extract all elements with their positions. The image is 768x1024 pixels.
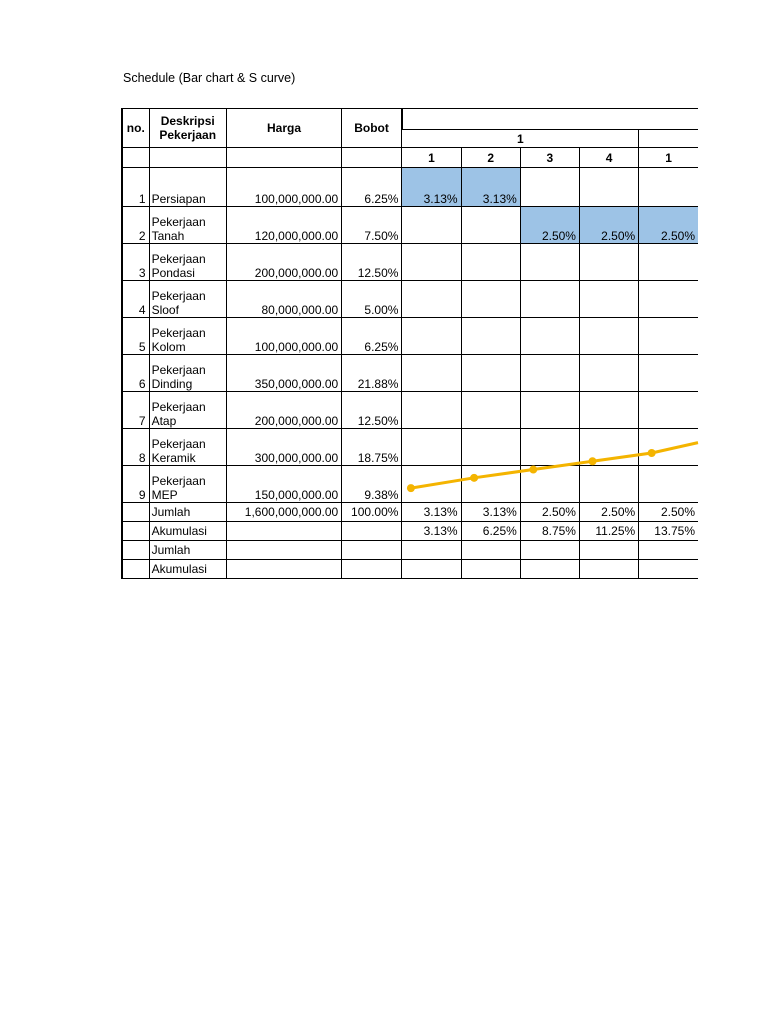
task-description (149, 244, 226, 281)
task-row (122, 318, 698, 355)
task-description-line: Pekerjaan (151, 400, 206, 414)
task-description-line: Dinding (151, 377, 193, 391)
task-week-cell (520, 244, 579, 281)
task-week-cell (520, 318, 579, 355)
summary-week-cell: 6.25% (461, 522, 520, 541)
task-week-cell (579, 244, 638, 281)
header-week-1: 1 (402, 148, 461, 168)
task-week-cell (461, 281, 520, 318)
summary-week-cell: 3.13% (402, 503, 461, 522)
task-week-cell: 2.50% (520, 207, 579, 244)
task-description-line: Tanah (151, 229, 185, 243)
task-description (149, 281, 226, 318)
task-week-cell (402, 392, 461, 429)
task-row (122, 168, 698, 207)
task-week-cell (579, 168, 638, 207)
summary-week-cell (402, 541, 461, 560)
task-harga: 120,000,000.00 (226, 207, 341, 244)
header-harga-blank (226, 148, 341, 168)
task-description-line: Pekerjaan (151, 252, 206, 266)
task-week-cell (461, 355, 520, 392)
task-harga: 200,000,000.00 (226, 392, 341, 429)
summary-label: Jumlah (149, 541, 226, 560)
task-description-line: Kolom (151, 340, 186, 354)
summary-label: Jumlah (149, 503, 226, 522)
summary-week-cell: 2.50% (639, 503, 698, 522)
header-week-4: 4 (579, 148, 638, 168)
task-description-line: Sloof (151, 303, 179, 317)
summary-week-cell (579, 560, 638, 579)
task-week-cell (520, 466, 579, 503)
summary-harga (226, 560, 341, 579)
task-bobot: 9.38% (342, 466, 402, 503)
task-week-cell (520, 355, 579, 392)
task-week-cell (402, 355, 461, 392)
summary-harga: 1,600,000,000.00 (226, 503, 341, 522)
task-description (149, 355, 226, 392)
task-bobot: 18.75% (342, 429, 402, 466)
task-week-cell (639, 429, 698, 466)
task-week-cell (579, 355, 638, 392)
summary-no-blank (122, 522, 149, 541)
task-bobot: 21.88% (342, 355, 402, 392)
summary-week-cell (639, 541, 698, 560)
task-week-cell: 3.13% (402, 168, 461, 207)
task-no: 2 (122, 207, 149, 244)
task-week-cell (579, 466, 638, 503)
header-week-3: 3 (520, 148, 579, 168)
task-week-cell (520, 281, 579, 318)
task-week-cell (579, 318, 638, 355)
header-harga: Harga (226, 109, 341, 148)
task-harga: 100,000,000.00 (226, 318, 341, 355)
task-no: 3 (122, 244, 149, 281)
task-week-cell (461, 429, 520, 466)
task-week-cell (402, 429, 461, 466)
header-month: 1 (402, 130, 639, 148)
task-description (149, 429, 226, 466)
task-description (149, 466, 226, 503)
task-bobot: 12.50% (342, 244, 402, 281)
task-week-cell (639, 281, 698, 318)
summary-harga (226, 522, 341, 541)
task-week-cell (579, 392, 638, 429)
task-harga: 200,000,000.00 (226, 244, 341, 281)
task-no: 7 (122, 392, 149, 429)
summary-week-cell (579, 541, 638, 560)
summary-row (122, 560, 698, 579)
summary-bobot (342, 522, 402, 541)
summary-week-cell (402, 560, 461, 579)
summary-bobot: 100.00% (342, 503, 402, 522)
task-week-cell (639, 168, 698, 207)
task-description (149, 168, 226, 207)
task-row (122, 355, 698, 392)
summary-week-cell: 2.50% (520, 503, 579, 522)
task-description-line: Pekerjaan (151, 215, 206, 229)
task-row (122, 392, 698, 429)
document-title: Schedule (Bar chart & S curve) (123, 71, 296, 85)
task-no: 9 (122, 466, 149, 503)
task-description-line: Pekerjaan (151, 363, 206, 377)
task-description (149, 392, 226, 429)
task-week-cell (520, 168, 579, 207)
task-week-cell (520, 429, 579, 466)
header-no-blank (122, 148, 149, 168)
summary-week-cell (461, 560, 520, 579)
task-week-cell: 2.50% (579, 207, 638, 244)
task-row (122, 244, 698, 281)
task-week-cell (520, 392, 579, 429)
header-blank (402, 109, 698, 130)
task-description-line: MEP (151, 488, 178, 502)
task-week-cell (461, 207, 520, 244)
summary-row (122, 522, 698, 541)
header-desc-blank (149, 148, 226, 168)
summary-no-blank (122, 560, 149, 579)
task-harga: 150,000,000.00 (226, 466, 341, 503)
task-no: 8 (122, 429, 149, 466)
summary-week-cell: 8.75% (520, 522, 579, 541)
task-week-cell (402, 207, 461, 244)
task-description-line: Pondasi (151, 266, 195, 280)
summary-label: Akumulasi (149, 560, 226, 579)
task-description-line: Pekerjaan (151, 437, 206, 451)
task-week-cell (461, 244, 520, 281)
task-week-cell (402, 281, 461, 318)
task-harga: 350,000,000.00 (226, 355, 341, 392)
task-description-line: Atap (151, 414, 177, 428)
task-week-cell (639, 244, 698, 281)
task-harga: 80,000,000.00 (226, 281, 341, 318)
header-week-5: 1 (639, 148, 698, 168)
task-week-cell (402, 244, 461, 281)
task-bobot: 5.00% (342, 281, 402, 318)
task-no: 4 (122, 281, 149, 318)
task-week-cell (461, 318, 520, 355)
task-no: 6 (122, 355, 149, 392)
summary-week-cell (520, 560, 579, 579)
summary-week-cell: 2.50% (579, 503, 638, 522)
task-description (149, 207, 226, 244)
task-week-cell (639, 318, 698, 355)
task-week-cell (402, 318, 461, 355)
task-no: 1 (122, 168, 149, 207)
header-desc-line1: Deskripsi (160, 114, 215, 128)
summary-week-cell (520, 541, 579, 560)
task-description (149, 318, 226, 355)
task-bobot: 12.50% (342, 392, 402, 429)
task-row (122, 429, 698, 466)
task-row (122, 466, 698, 503)
task-bobot: 7.50% (342, 207, 402, 244)
task-harga: 300,000,000.00 (226, 429, 341, 466)
header-desc-line2: Pekerjaan (159, 128, 217, 142)
task-week-cell (579, 281, 638, 318)
summary-week-cell: 11.25% (579, 522, 638, 541)
schedule-table (121, 108, 698, 579)
task-week-cell (639, 466, 698, 503)
task-week-cell (579, 429, 638, 466)
summary-week-cell: 3.13% (461, 503, 520, 522)
header-no: no. (122, 109, 149, 148)
task-week-cell (402, 466, 461, 503)
task-week-cell (639, 355, 698, 392)
task-week-cell (461, 466, 520, 503)
header-bobot: Bobot (342, 109, 402, 148)
summary-label: Akumulasi (149, 522, 226, 541)
summary-no-blank (122, 503, 149, 522)
summary-week-cell: 3.13% (402, 522, 461, 541)
task-week-cell: 2.50% (639, 207, 698, 244)
task-row (122, 281, 698, 318)
summary-week-cell (639, 560, 698, 579)
task-description-line: Keramik (151, 451, 196, 465)
summary-row (122, 541, 698, 560)
task-week-cell (639, 392, 698, 429)
summary-harga (226, 541, 341, 560)
summary-row (122, 503, 698, 522)
task-week-cell: 3.13% (461, 168, 520, 207)
summary-no-blank (122, 541, 149, 560)
task-harga: 100,000,000.00 (226, 168, 341, 207)
header-week-2: 2 (461, 148, 520, 168)
task-bobot: 6.25% (342, 168, 402, 207)
summary-week-cell (461, 541, 520, 560)
summary-week-cell: 13.75% (639, 522, 698, 541)
summary-bobot (342, 560, 402, 579)
task-row (122, 207, 698, 244)
task-no: 5 (122, 318, 149, 355)
task-description-line: Pekerjaan (151, 289, 206, 303)
header-description (149, 109, 226, 148)
summary-bobot (342, 541, 402, 560)
task-description-line: Persiapan (151, 192, 206, 206)
task-bobot: 6.25% (342, 318, 402, 355)
task-week-cell (461, 392, 520, 429)
task-description-line: Pekerjaan (151, 326, 206, 340)
task-description-line: Pekerjaan (151, 474, 206, 488)
header-month-next (639, 130, 698, 148)
header-bobot-blank (342, 148, 402, 168)
